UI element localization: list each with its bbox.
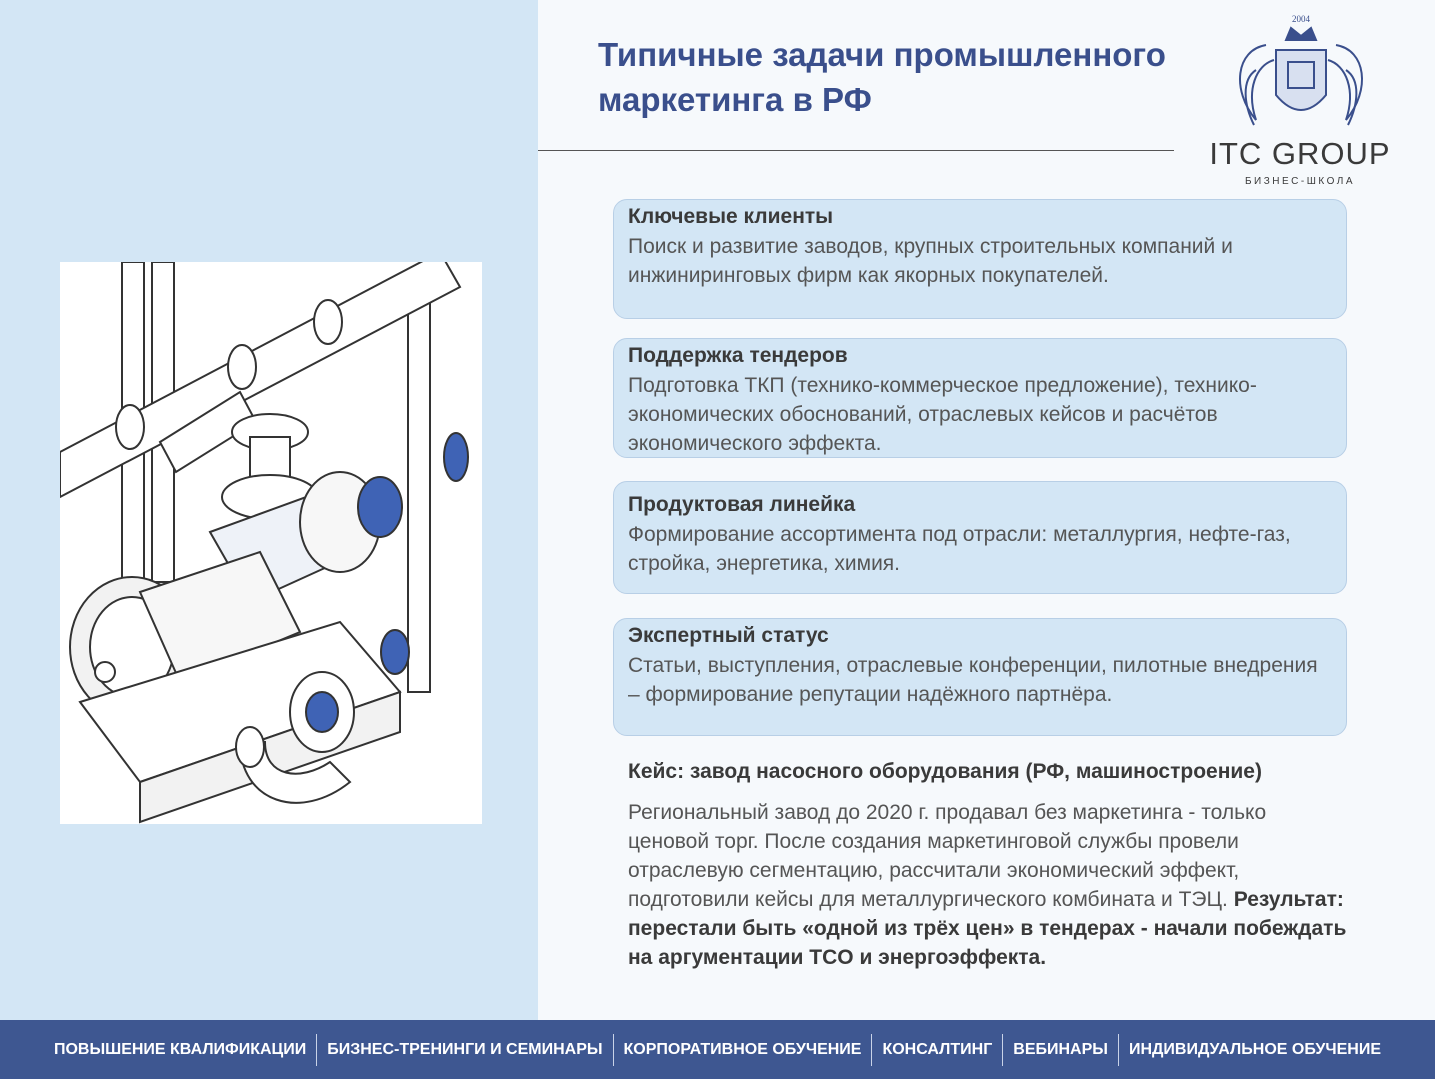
title-divider bbox=[538, 150, 1174, 151]
card-product-line bbox=[613, 481, 1347, 594]
card-body: Подготовка ТКП (технико-коммерческое предложение), технико-экономических обоснований, отраслевых кейсов и расчётов экономического эффекта. bbox=[628, 374, 1257, 455]
footer-link-consulting[interactable]: КОНСАЛТИНГ bbox=[882, 1040, 993, 1058]
industrial-pump-pipeline-icon bbox=[60, 262, 482, 824]
card-title: Поддержка тендеров bbox=[628, 344, 848, 367]
footer-link-webinars[interactable]: ВЕБИНАРЫ bbox=[1013, 1040, 1108, 1058]
logo-year: 2004 bbox=[1292, 14, 1310, 24]
footer-link-trainings[interactable]: БИЗНЕС-ТРЕНИНГИ И СЕМИНАРЫ bbox=[327, 1040, 603, 1058]
footer-nav bbox=[0, 1020, 1435, 1079]
card-expert-status bbox=[613, 618, 1347, 736]
card-body: Поиск и развитие заводов, крупных строительных компаний и инжиниринговых фирм как якорных покупателей. bbox=[628, 235, 1233, 287]
case-title: Кейс: завод насосного оборудования (РФ, машиностроение) bbox=[628, 760, 1262, 783]
page-title: Типичные задачи промышленного маркетинга в РФ bbox=[598, 36, 1166, 118]
logo-subtitle: БИЗНЕС-ШКОЛА bbox=[1244, 176, 1355, 187]
logo-brand: ITC GROUP bbox=[1209, 136, 1391, 171]
pump-illustration bbox=[60, 262, 482, 824]
case-body bbox=[628, 798, 1348, 972]
card-tender-support bbox=[613, 338, 1347, 458]
case-result: Результат: перестали быть «одной из трёх цен» в тендерах - начали побеждать на аргументации TCO и энергоэффекта. bbox=[628, 888, 1347, 969]
footer-link-corporate[interactable]: КОРПОРАТИВНОЕ ОБУЧЕНИЕ bbox=[623, 1040, 862, 1058]
footer-link-individual[interactable]: ИНДИВИДУАЛЬНОЕ ОБУЧЕНИЕ bbox=[1128, 1040, 1382, 1058]
card-title: Экспертный статус bbox=[628, 624, 829, 647]
case-text: Региональный завод до 2020 г. продавал без маркетинга - только ценовой торг. После создания маркетинговой службы провели отраслевую сегментацию, рассчитали экономический эффект, подготовили кейсы для металлургического комбината и ТЭЦ. bbox=[628, 801, 1267, 911]
footer-link-qualification[interactable]: ПОВЫШЕНИЕ КВАЛИФИКАЦИИ bbox=[53, 1040, 307, 1058]
crest-icon bbox=[1196, 10, 1406, 140]
card-body: Формирование ассортимента под отрасли: металлургия, нефте-газ, стройка, энергетика, химия. bbox=[628, 523, 1291, 575]
card-title: Продуктовая линейка bbox=[628, 493, 856, 516]
left-panel bbox=[0, 0, 538, 1020]
card-title: Ключевые клиенты bbox=[628, 205, 834, 228]
card-key-clients bbox=[613, 199, 1347, 319]
card-body: Статьи, выступления, отраслевые конференции, пилотные внедрения – формирование репутации надёжного партнёра. bbox=[628, 654, 1318, 706]
